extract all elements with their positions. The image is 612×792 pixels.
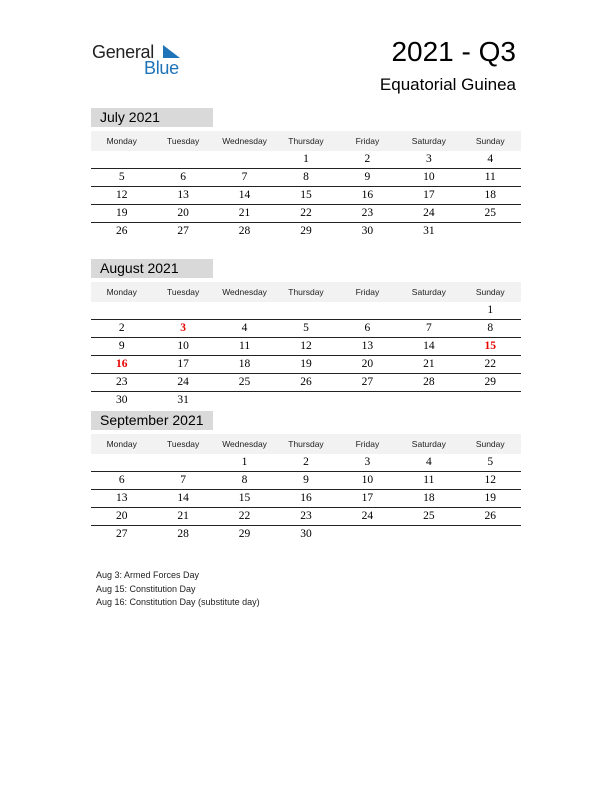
week-row [91,187,521,205]
week-row [91,151,521,169]
day-cell: 10 [423,171,435,183]
day-cell [398,526,459,543]
day-cell: 29 [484,376,496,388]
weekday-label: Sunday [475,287,505,297]
day-cell: 3 [364,456,371,468]
day-cell [275,392,336,409]
day-cell [337,302,398,319]
day-cell [91,151,152,168]
day-cell: 30 [300,528,312,540]
day-cell: 13 [177,189,189,201]
week-rows [91,454,521,543]
holiday-note: Aug 15: Constitution Day [96,583,196,594]
day-cell: 16 [115,358,128,370]
day-cell [398,392,459,409]
day-cell [91,454,152,471]
day-cell: 14 [238,189,251,201]
day-cell: 3 [180,322,186,334]
day-cell: 6 [118,474,125,486]
logo-blue-text: Blue [144,58,179,78]
day-cell: 14 [423,340,435,352]
day-cell: 21 [177,510,189,522]
day-cell [337,526,398,543]
day-cell: 27 [115,528,128,540]
weekday-header [91,282,521,302]
day-cell: 2 [118,322,125,334]
week-row [91,338,521,356]
day-cell: 18 [484,189,496,201]
day-cell [275,302,336,319]
day-cell [152,151,213,168]
day-cell: 17 [423,189,435,201]
day-cell: 25 [484,207,496,219]
day-cell: 17 [177,358,189,370]
day-cell: 7 [241,171,248,183]
day-cell: 23 [300,510,312,522]
month-label: July 2021 [91,108,213,127]
weekday-label: Saturday [411,439,446,449]
day-cell: 12 [484,474,496,486]
day-cell: 1 [241,456,248,468]
weekday-label: Monday [106,439,137,449]
week-row [91,320,521,338]
weekday-label: Tuesday [166,136,200,146]
day-cell: 8 [303,171,309,183]
day-cell: 29 [300,225,312,237]
week-row [91,302,521,320]
weekday-label: Saturday [411,136,446,146]
page-title: 2021 - Q3 [391,36,516,67]
day-cell: 30 [115,394,128,406]
day-cell: 24 [423,207,435,219]
month-label: September 2021 [91,411,213,430]
day-cell [337,392,398,409]
day-cell [460,392,521,409]
day-cell: 20 [361,358,374,370]
weekday-label: Sunday [475,439,505,449]
month-july [91,108,521,240]
day-cell: 22 [238,510,251,522]
week-row [91,526,521,543]
day-cell: 7 [425,322,432,334]
day-cell: 24 [361,510,374,522]
day-cell: 23 [361,207,374,219]
day-cell: 28 [177,528,189,540]
day-cell: 13 [115,492,128,504]
day-cell: 27 [361,376,374,388]
week-row [91,169,521,187]
week-rows [91,151,521,240]
day-cell: 15 [484,340,496,352]
day-cell: 20 [115,510,128,522]
day-cell: 16 [361,189,374,201]
week-row [91,223,521,240]
week-row [91,205,521,223]
week-rows [91,302,521,409]
day-cell: 10 [361,474,374,486]
week-row [91,454,521,472]
week-row [91,374,521,392]
day-cell: 3 [425,153,432,165]
holiday-note: Aug 3: Armed Forces Day [96,570,200,580]
week-row [91,490,521,508]
day-cell [214,151,275,168]
week-row [91,508,521,526]
day-cell [460,223,521,240]
day-cell: 8 [487,322,494,334]
day-cell: 18 [423,492,435,504]
day-cell: 7 [180,474,186,486]
weekday-label: Monday [106,136,137,146]
weekday-header [91,131,521,151]
day-cell: 6 [180,171,186,183]
day-cell: 19 [484,492,496,504]
day-cell: 25 [423,510,435,522]
day-cell: 9 [118,340,125,352]
day-cell: 20 [177,207,189,219]
weekday-label: Tuesday [166,287,200,297]
month-september [91,411,521,543]
day-cell [152,302,213,319]
day-cell: 18 [238,358,251,370]
day-cell: 5 [118,171,125,183]
day-cell [152,454,213,471]
day-cell: 28 [423,376,435,388]
day-cell: 4 [487,153,494,165]
day-cell: 26 [115,225,128,237]
day-cell: 31 [177,394,189,406]
day-cell [460,526,521,543]
day-cell: 13 [361,340,374,352]
weekday-label: Wednesday [222,439,267,449]
day-cell: 15 [300,189,312,201]
day-cell: 5 [303,322,309,334]
day-cell: 2 [303,456,309,468]
day-cell [398,302,459,319]
day-cell: 11 [423,474,435,486]
day-cell: 8 [241,474,248,486]
weekday-label: Saturday [411,287,446,297]
holiday-notes [96,569,260,610]
day-cell: 19 [115,207,128,219]
week-row [91,392,521,409]
weekday-label: Sunday [475,136,505,146]
day-cell: 1 [303,153,309,165]
day-cell: 25 [238,376,251,388]
weekday-header [91,434,521,454]
weekday-label: Monday [106,287,137,297]
day-cell: 28 [238,225,251,237]
day-cell [214,392,275,409]
day-cell: 9 [364,171,371,183]
day-cell: 31 [423,225,435,237]
day-cell [91,302,152,319]
day-cell: 21 [238,207,251,219]
weekday-label: Wednesday [222,136,267,146]
weekday-label: Thursday [288,439,324,449]
week-row [91,356,521,374]
holiday-note: Aug 16: Constitution Day (substitute day) [96,597,260,607]
day-cell: 30 [361,225,374,237]
weekday-label: Friday [355,136,380,146]
day-cell: 26 [484,510,496,522]
week-row [91,472,521,490]
day-cell: 6 [364,322,371,334]
day-cell: 19 [300,358,312,370]
day-cell: 16 [300,492,312,504]
month-label: August 2021 [91,259,213,278]
day-cell: 22 [484,358,496,370]
day-cell: 11 [239,340,251,352]
day-cell: 23 [115,376,128,388]
day-cell: 11 [484,171,496,183]
country-name: Equatorial Guinea [379,75,516,94]
day-cell: 12 [115,189,128,201]
day-cell: 9 [303,474,309,486]
weekday-label: Thursday [288,136,324,146]
day-cell: 15 [238,492,251,504]
day-cell: 29 [238,528,251,540]
weekday-label: Wednesday [222,287,267,297]
day-cell: 4 [241,322,248,334]
day-cell: 24 [177,376,189,388]
logo-general-text: General [92,42,154,62]
logo-flag-icon [161,43,181,59]
weekday-label: Friday [355,439,380,449]
month-august [91,259,521,409]
day-cell: 26 [300,376,312,388]
day-cell: 2 [364,153,371,165]
day-cell: 22 [300,207,312,219]
weekday-label: Tuesday [166,439,200,449]
day-cell: 5 [487,456,494,468]
day-cell: 27 [177,225,189,237]
day-cell [214,302,275,319]
weekday-label: Thursday [288,287,324,297]
day-cell: 14 [177,492,189,504]
day-cell: 4 [425,456,432,468]
logo [92,42,192,78]
day-cell: 10 [177,340,189,352]
weekday-label: Friday [355,287,380,297]
day-cell: 1 [487,304,494,316]
day-cell: 12 [300,340,312,352]
day-cell: 17 [361,492,374,504]
day-cell: 21 [423,358,435,370]
